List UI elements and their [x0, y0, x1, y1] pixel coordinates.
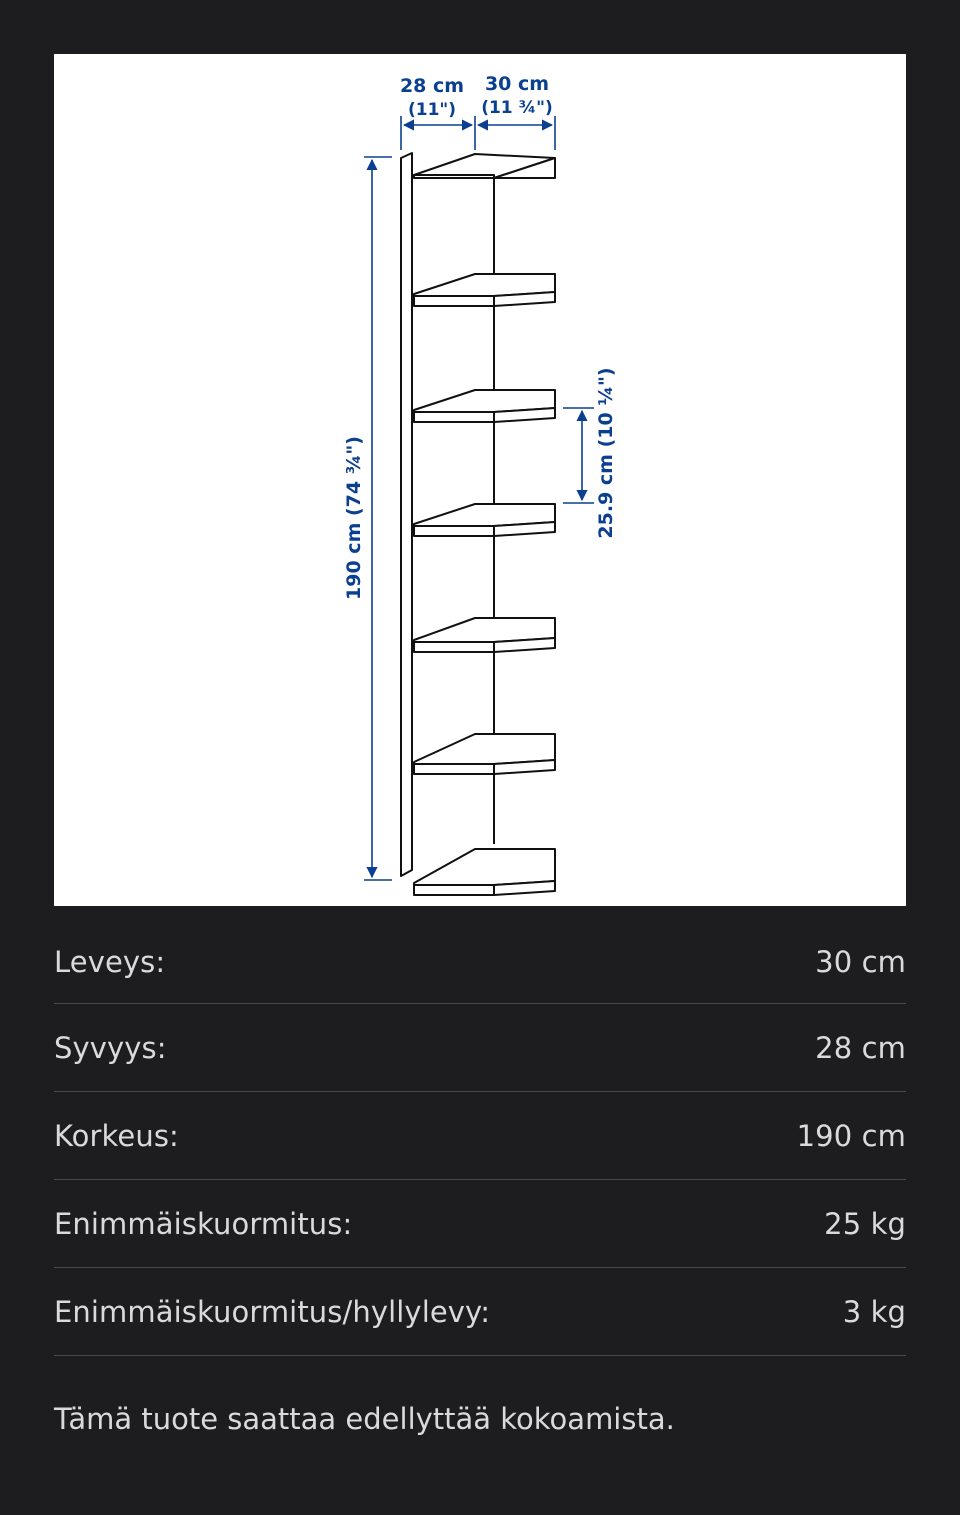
spec-label: Syvyys:: [54, 1030, 167, 1065]
shelf-4: [414, 504, 555, 536]
shelf-6: [414, 734, 555, 774]
shelf-gap-dimension-line: [563, 408, 594, 503]
assembly-note: Tämä tuote saattaa edellyttää kokoamista.: [54, 1402, 675, 1436]
shelves-group: [414, 274, 555, 895]
height-dimension-line: [364, 157, 392, 880]
spec-row-max-load-per-shelf: [54, 1268, 906, 1356]
spec-row-width: [54, 920, 906, 1004]
shelf-5: [414, 618, 555, 652]
spec-label: Enimmäiskuormitus/hyllylevy:: [54, 1294, 491, 1329]
spec-value: 25 kg: [824, 1206, 906, 1241]
spec-value: 3 kg: [842, 1294, 906, 1329]
width-imperial-label: (11 ¾"): [481, 98, 553, 118]
spec-row-height: [54, 1092, 906, 1180]
spec-value: 30 cm: [815, 944, 906, 979]
depth-imperial-label: (11"): [407, 100, 457, 120]
specifications-list: [54, 920, 906, 1356]
spec-label: Korkeus:: [54, 1118, 179, 1153]
spec-row-max-load: [54, 1180, 906, 1268]
top-dimension-lines: [401, 116, 555, 150]
shelf-3: [414, 390, 555, 422]
depth-metric-label: 28 cm: [399, 75, 465, 97]
shelf-gap-label: 25.9 cm (10 ¼"): [595, 367, 617, 539]
spec-row-depth: [54, 1004, 906, 1092]
spec-label: Enimmäiskuormitus:: [54, 1206, 353, 1241]
shelf-7: [414, 849, 555, 895]
spec-value: 190 cm: [796, 1118, 906, 1153]
shelf-2: [414, 274, 555, 306]
shelf-1: [414, 154, 555, 178]
spec-value: 28 cm: [815, 1030, 906, 1065]
shelf-dimension-diagram: [54, 54, 906, 906]
product-dimension-image: [54, 54, 906, 906]
height-label: 190 cm (74 ¾"): [343, 436, 365, 600]
width-metric-label: 30 cm: [484, 73, 550, 95]
spec-label: Leveys:: [54, 944, 166, 979]
